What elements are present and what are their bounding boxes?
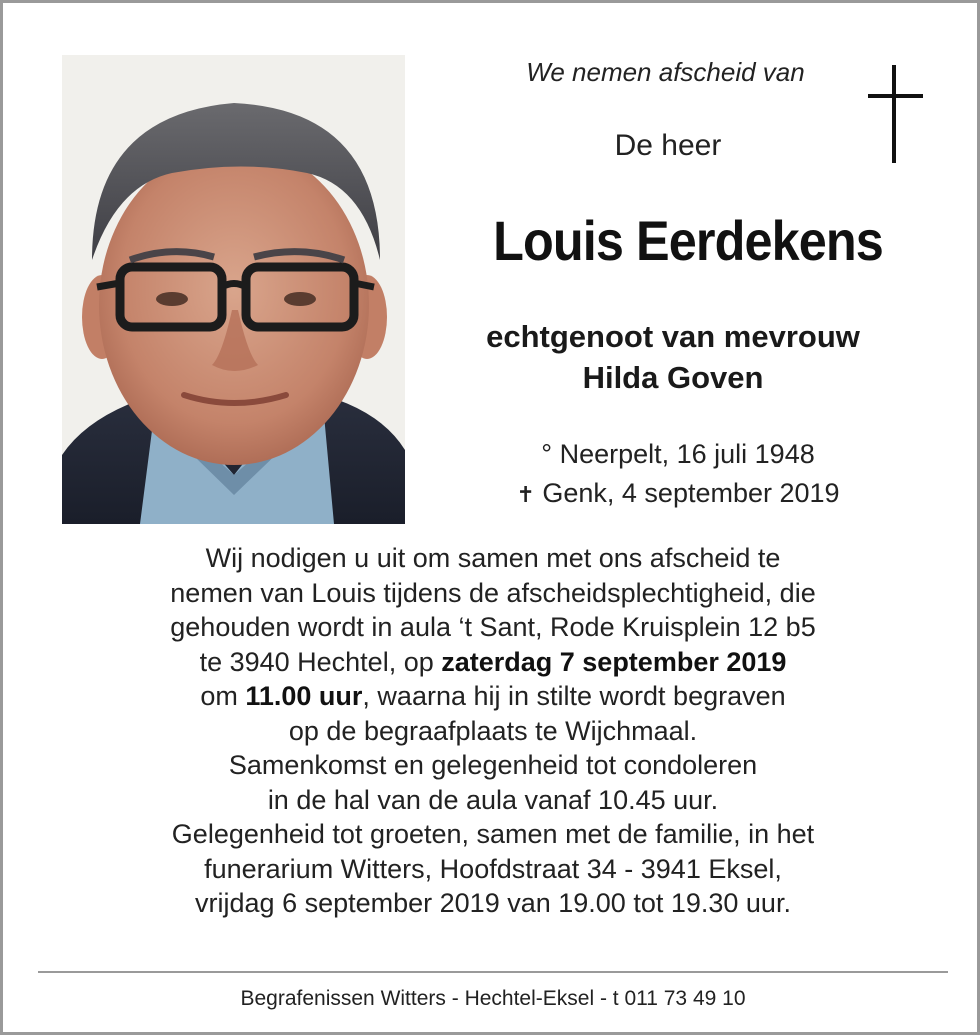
- death-cross-icon: ✝: [516, 482, 535, 507]
- body-line: vrijdag 6 september 2019 van 19.00 tot 19.30 uur.: [195, 888, 791, 918]
- footer-divider: [38, 971, 948, 973]
- ceremony-date: zaterdag 7 september 2019: [441, 646, 787, 677]
- dates-block: [443, 435, 913, 514]
- title-prefix: De heer: [614, 129, 722, 162]
- body-line: op de begraafplaats te Wijchmaal.: [288, 715, 698, 746]
- ceremony-text: [43, 541, 943, 921]
- body-text-segment: om: [200, 681, 246, 711]
- body-line: in de hal van de aula vanaf 10.45 uur.: [267, 784, 719, 815]
- body-text-segment: , waarna hij in stilte wordt begraven: [362, 681, 786, 711]
- body-line: Wij nodigen u uit om samen met ons afscheid te: [205, 543, 781, 573]
- death-text: Genk, 4 september 2019: [534, 478, 840, 508]
- body-line: Gelegenheid tot groeten, samen met de familie, in het: [171, 819, 815, 849]
- body-text-segment: te 3940 Hechtel, op: [199, 646, 442, 677]
- body-line: [43, 645, 943, 680]
- spouse-name: Hilda Goven: [582, 360, 764, 395]
- body-line: [43, 679, 943, 714]
- body-line: nemen van Louis tijdens de afscheidsplechtigheid, die: [170, 577, 816, 608]
- funeral-home-footer: Begrafenissen Witters - Hechtel-Eksel - t 011 73 49 10: [240, 987, 746, 1010]
- deceased-name: Louis Eerdekens: [493, 209, 883, 272]
- body-line: funerarium Witters, Hoofdstraat 34 - 3941 Eksel,: [204, 853, 782, 884]
- spouse-block: [423, 316, 923, 398]
- portrait-photo: [62, 55, 405, 524]
- birth-line: ° Neerpelt, 16 juli 1948: [541, 439, 815, 469]
- body-line: gehouden wordt in aula ‘t Sant, Rode Kruisplein 12 b5: [170, 612, 816, 642]
- ceremony-time: 11.00 uur: [245, 681, 363, 711]
- spouse-line-1: echtgenoot van mevrouw: [486, 319, 860, 354]
- death-line: [443, 474, 913, 514]
- body-line: Samenkomst en gelegenheid tot condoleren: [228, 750, 758, 780]
- intro-line: We nemen afscheid van: [526, 57, 805, 87]
